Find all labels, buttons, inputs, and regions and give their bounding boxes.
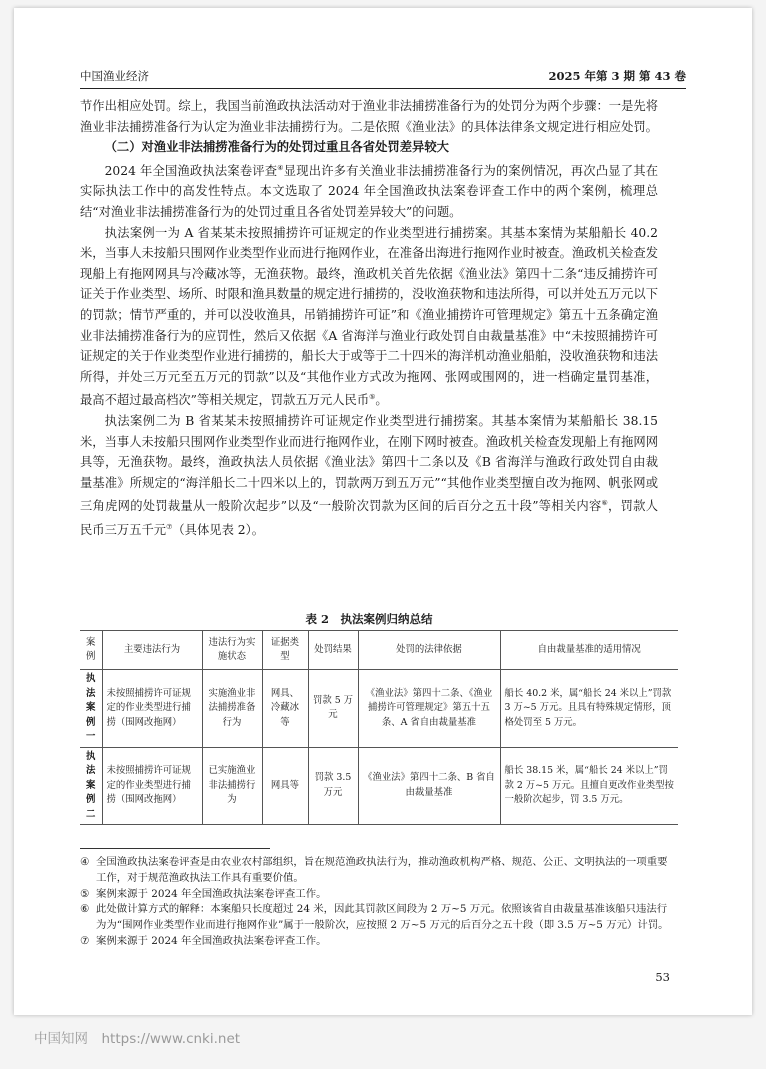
cell-violation: 未按照捕捞许可证规定的作业类型进行捕捞（围网改拖网）: [102, 670, 202, 748]
table-row: [80, 747, 678, 825]
footnote-text: 案例来源于 2024 年全国渔政执法案卷评查工作。: [96, 934, 327, 947]
th-case: 案例: [80, 631, 102, 670]
footnote-item: [80, 934, 670, 950]
cell-result: 罚款 3.5 万元: [308, 747, 358, 825]
case-summary-table: [80, 630, 678, 825]
cell-status: 已实施渔业非法捕捞行为: [202, 747, 262, 825]
footnote-mark: ⑤: [80, 887, 90, 900]
footnote-rule: [80, 848, 270, 849]
p2-text-a: 2024 年全国渔政执法案卷评查: [104, 163, 278, 178]
running-header: [80, 68, 686, 84]
footnote-text: 此处做计算方式的解释：本案船只长度超过 24 米，因此其罚款区间段为 2 万~5 万元。依照该省自由裁量基准该船只违法行为为“围网作业类型作业而进行拖网作业”属于一般阶次，应按照 2 万~5 万元的后百分之五十段（即 3.5 万~5 万元）计罚。: [96, 903, 669, 932]
footnotes: [80, 855, 670, 950]
table-header-row: [80, 631, 678, 670]
footnote-text: 全国渔政执法案卷评查是由农业农村部组织，旨在规范渔政执法行为，推动渔政机构严格、规范、公正、文明执法的一项重要工作，对于规范渔政执法工作具有重要价值。: [96, 856, 668, 884]
cell-discretion: 船长 38.15 米，属“船长 24 米以上”罚款 2 万~5 万元。且擅自更改作业类型按一般阶次起步，罚 3.5 万元。: [500, 747, 678, 825]
cell-status: 实施渔业非法捕捞准备行为: [202, 670, 262, 748]
issue-info: 2025 年第 3 期 第 43 卷: [548, 69, 686, 83]
cell-case: 执法案例一: [80, 670, 102, 748]
cell-violation: 未按照捕捞许可证规定的作业类型进行捕捞（围网改拖网）: [102, 747, 202, 825]
th-result: 处罚结果: [308, 631, 358, 670]
p2-text-b: 显现出许多有关渔业非法捕捞准备行为的案例情况，再次凸显了其在实际执法工作中的高发性特点。本文选取了 2024 年全国渔政执法案卷评查工作中的两个案例，梳理总结“对渔业非法捕捞准备行为的处罚过重且各省处罚差异较大”的问题。: [80, 163, 658, 220]
cell-result: 罚款 5 万元: [308, 670, 358, 748]
p3-text-a: 执法案例一为 A 省某某未按照捕捞许可证规定的作业类型进行捕捞案。其基本案情为某船船长 40.2 米，当事人未按船只围网作业类型作业而进行拖网作业，在准备出海进行拖网作业时被查。渔政机关检查发现船上有拖网网具与冷藏冰等，无渔获物。最终，渔政机关首先依据《渔业法》第四十二条“违反捕捞许可证关于作业类型、场所、时限和渔具数量的规定进行捕捞的，没收渔获物和违法所得，可以并处五万元以下的罚款；情节严重的，并可以没收渔具，吊销捕捞许可证”和《渔业捕捞许可管理规定》第五十五条确定渔业非法捕捞准备行为的应罚性，然后又依据《A 省海洋与渔业行政处罚自由裁量基准》中“未按照捕捞许可证规定的关于作业类型作业进行捕捞的，船长大于或等于二十四米的海洋机动渔业船舶，没收渔获物和违法所得，并处三万元至五万元的罚款”以及“其他作业方式改为拖网、张网或围网的，进一档确定量罚基准，最高不超过最高档次”等相关规定，罚款五万元人民币: [80, 225, 658, 408]
table-row: [80, 670, 678, 748]
th-violation: 主要违法行为: [102, 631, 202, 670]
cnki-watermark: 中国知网 https://www.cnki.net: [34, 1031, 241, 1047]
footnote-ref-6[interactable]: ⑥: [601, 499, 609, 508]
footnote-mark: ⑥: [80, 903, 90, 916]
th-legal-basis: 处罚的法律依据: [358, 631, 500, 670]
cell-legal-basis: 《渔业法》第四十二条、B 省自由裁量基准: [358, 747, 500, 825]
page-number: 53: [655, 970, 670, 984]
cell-evidence: 网具等: [262, 747, 308, 825]
footnote-item: [80, 887, 670, 903]
cell-case: 执法案例二: [80, 747, 102, 825]
footnote-mark: ⑦: [80, 934, 90, 947]
paragraph-case-two: [80, 411, 658, 541]
article-body: [80, 96, 658, 541]
paragraph-2: [80, 158, 658, 223]
p3-text-b: 。: [375, 393, 388, 408]
th-evidence: 证据类型: [262, 631, 308, 670]
footnote-mark: ④: [80, 856, 90, 868]
table-caption: 表 2 执法案例归纳总结: [305, 612, 433, 626]
journal-name: 中国渔业经济: [80, 69, 149, 83]
p4-text-c: （具体见表 2）。: [172, 523, 265, 538]
footnote-text: 案例来源于 2024 年全国渔政执法案卷评查工作。: [96, 887, 327, 900]
p4-text-a: 执法案例二为 B 省某某未按照捕捞许可证规定作业类型进行捕捞案。其基本案情为某船船长 38.15 米，当事人未按船只围网作业类型作业而进行拖网作业，在刚下网时被查。渔政机关检查发现船上有拖网网具等，无渔获物。最终，渔政执法人员依据《渔业法》第四十二条以及《B 省海洋与渔政行政处罚自由裁量基准》所规定的“海洋船长二十四米以上的，罚款两万到五万元”“其他作业类型擅自改为拖网、帆张网或三角虎网的处罚裁量从一般阶次起步”以及“一般阶次罚款为区间的后百分之五十段”等相关内容: [80, 414, 658, 514]
header-rule: [80, 88, 686, 89]
cell-legal-basis: 《渔业法》第四十二条、《渔业捕捞许可管理规定》第五十五条、A 省自由裁量基准: [358, 670, 500, 748]
footnote-ref-7[interactable]: ⑦: [166, 523, 173, 532]
footnote-ref-5[interactable]: ⑤: [369, 393, 376, 402]
section-heading: （二）对渔业非法捕捞准备行为的处罚过重且各省处罚差异较大: [104, 139, 449, 155]
footnote-ref-4[interactable]: ④: [277, 163, 284, 172]
paragraph-continued: 节作出相应处罚。综上，我国当前渔政执法活动对于渔业非法捕捞准备行为的处罚分为两个步骤：一是先将渔业非法捕捞准备行为认定为渔业非法捕捞行为。二是依照《渔业法》的具体法律条文规定进行相应处罚。: [80, 99, 658, 134]
footnote-item: [80, 902, 670, 934]
footnote-item: [80, 855, 670, 887]
cell-discretion: 船长 40.2 米，属“船长 24 米以上”罚款 3 万~5 万元。且具有特殊规定情形，顶格处罚至 5 万元。: [500, 670, 678, 748]
p4-text-b: ，罚款人民币三万五千元: [80, 499, 658, 538]
paragraph-case-one: [80, 223, 658, 411]
th-discretion: 自由裁量基准的适用情况: [500, 631, 678, 670]
cell-evidence: 网具、冷藏冰等: [262, 670, 308, 748]
th-status: 违法行为实施状态: [202, 631, 262, 670]
